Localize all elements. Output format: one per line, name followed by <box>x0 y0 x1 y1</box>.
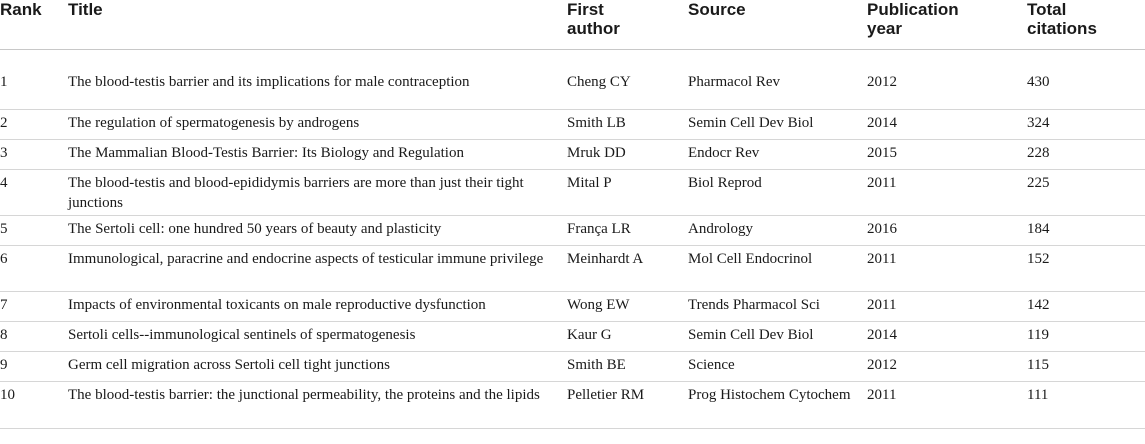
cell-year: 2014 <box>867 109 1027 139</box>
cell-citations: 119 <box>1027 321 1145 351</box>
cell-rank: 9 <box>0 351 68 381</box>
cell-citations: 225 <box>1027 169 1145 215</box>
cell-source: Biol Reprod <box>688 169 867 215</box>
cell-citations: 228 <box>1027 139 1145 169</box>
cell-author: França LR <box>567 215 688 245</box>
header-year-line1: Publication <box>867 0 959 19</box>
cell-rank: 1 <box>0 49 68 109</box>
cell-author: Cheng CY <box>567 49 688 109</box>
header-publication-year <box>867 0 1027 49</box>
header-first-author <box>567 0 688 49</box>
cell-year: 2012 <box>867 49 1027 109</box>
cell-rank: 3 <box>0 139 68 169</box>
cell-source: Semin Cell Dev Biol <box>688 321 867 351</box>
cell-year: 2011 <box>867 381 1027 428</box>
table-row <box>0 215 1145 245</box>
cell-citations: 142 <box>1027 291 1145 321</box>
cell-author: Mital P <box>567 169 688 215</box>
header-author-line1: First <box>567 0 604 19</box>
cell-year: 2014 <box>867 321 1027 351</box>
cell-source: Pharmacol Rev <box>688 49 867 109</box>
cell-rank: 8 <box>0 321 68 351</box>
cell-year: 2011 <box>867 245 1027 291</box>
header-source-label: Source <box>688 0 746 19</box>
cell-source: Endocr Rev <box>688 139 867 169</box>
cell-source: Trends Pharmacol Sci <box>688 291 867 321</box>
cell-source: Mol Cell Endocrinol <box>688 245 867 291</box>
cell-rank: 5 <box>0 215 68 245</box>
cell-title: Immunological, paracrine and endocrine aspects of testicular immune privilege <box>68 245 567 291</box>
table-row <box>0 245 1145 291</box>
cell-author: Wong EW <box>567 291 688 321</box>
cell-title: The regulation of spermatogenesis by androgens <box>68 109 567 139</box>
cell-author: Smith BE <box>567 351 688 381</box>
table-row <box>0 109 1145 139</box>
cell-year: 2015 <box>867 139 1027 169</box>
cell-citations: 152 <box>1027 245 1145 291</box>
cell-citations: 111 <box>1027 381 1145 428</box>
cell-author: Smith LB <box>567 109 688 139</box>
cell-title: Impacts of environmental toxicants on male reproductive dysfunction <box>68 291 567 321</box>
header-rank-label: Rank <box>0 0 42 19</box>
cell-year: 2011 <box>867 169 1027 215</box>
table-row <box>0 49 1145 109</box>
table-row <box>0 139 1145 169</box>
cell-rank: 6 <box>0 245 68 291</box>
cell-year: 2011 <box>867 291 1027 321</box>
cell-title: Sertoli cells--immunological sentinels of spermatogenesis <box>68 321 567 351</box>
header-row <box>0 0 1145 49</box>
cell-title: Germ cell migration across Sertoli cell tight junctions <box>68 351 567 381</box>
header-rank <box>0 0 68 49</box>
cell-source: Science <box>688 351 867 381</box>
header-total-citations <box>1027 0 1145 49</box>
cell-source: Prog Histochem Cytochem <box>688 381 867 428</box>
cell-rank: 2 <box>0 109 68 139</box>
cell-title: The blood-testis barrier: the junctional permeability, the proteins and the lipids <box>68 381 567 428</box>
cell-title: The Sertoli cell: one hundred 50 years of beauty and plasticity <box>68 215 567 245</box>
cell-title: The Mammalian Blood-Testis Barrier: Its Biology and Regulation <box>68 139 567 169</box>
header-title-label: Title <box>68 0 103 19</box>
table-row <box>0 169 1145 215</box>
cell-citations: 430 <box>1027 49 1145 109</box>
table-row <box>0 351 1145 381</box>
cell-author: Pelletier RM <box>567 381 688 428</box>
cell-rank: 10 <box>0 381 68 428</box>
cell-title: The blood-testis and blood-epididymis barriers are more than just their tight junctions <box>68 169 567 215</box>
table-row <box>0 291 1145 321</box>
cell-source: Andrology <box>688 215 867 245</box>
cell-title: The blood-testis barrier and its implications for male contraception <box>68 49 567 109</box>
header-source <box>688 0 867 49</box>
header-year-line2: year <box>867 19 902 38</box>
table-row <box>0 381 1145 428</box>
header-citations-line2: citations <box>1027 19 1097 38</box>
cell-author: Kaur G <box>567 321 688 351</box>
cell-citations: 115 <box>1027 351 1145 381</box>
header-citations-line1: Total <box>1027 0 1067 19</box>
cell-author: Mruk DD <box>567 139 688 169</box>
cell-source: Semin Cell Dev Biol <box>688 109 867 139</box>
cell-author: Meinhardt A <box>567 245 688 291</box>
cell-rank: 4 <box>0 169 68 215</box>
cell-year: 2016 <box>867 215 1027 245</box>
table-row <box>0 321 1145 351</box>
cell-citations: 324 <box>1027 109 1145 139</box>
cell-citations: 184 <box>1027 215 1145 245</box>
header-title <box>68 0 567 49</box>
cell-rank: 7 <box>0 291 68 321</box>
cell-year: 2012 <box>867 351 1027 381</box>
header-author-line2: author <box>567 19 620 38</box>
